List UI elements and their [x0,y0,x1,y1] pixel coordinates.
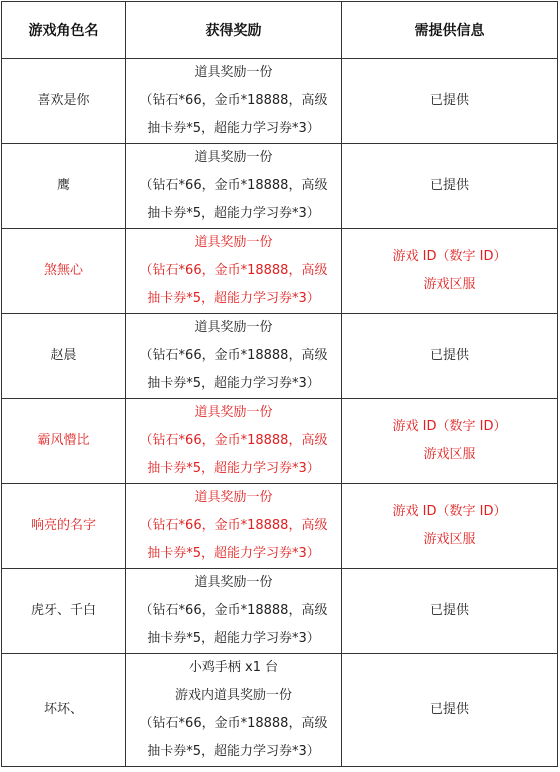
reward-line: 道具奖励一份 [194,575,273,590]
info-required-line: 游戏 ID（数字 ID） [392,249,507,264]
reward-line: （钻石*66，金币*18888，高级 [139,348,328,363]
info-status: 已提供 [429,603,469,618]
reward-cell [126,314,342,399]
reward-line: 道具奖励一份 [194,150,273,165]
reward-line: 道具奖励一份 [194,65,273,80]
reward-cell [126,144,342,229]
reward-line: 抽卡券*5，超能力学习券*3） [147,121,320,136]
reward-line: （钻石*66，金币*18888，高级 [139,93,328,108]
reward-line: （钻石*66，金币*18888，高级 [139,178,328,193]
table-row [2,144,558,229]
reward-line: 道具奖励一份 [194,490,273,505]
reward-line: 抽卡券*5，超能力学习券*3） [147,206,320,221]
table-row [2,399,558,484]
player-name-cell [2,314,126,399]
info-required-cell [342,654,558,767]
reward-line: 游戏内道具奖励一份 [174,688,292,703]
player-name-cell [2,399,126,484]
table-row [2,654,558,767]
reward-table [1,1,558,767]
header-player-name: 游戏角色名 [2,2,126,59]
reward-line: （钻石*66，金币*18888，高级 [139,518,328,533]
reward-line: 小鸡手柄 x1 台 [188,660,279,675]
reward-cell [126,229,342,314]
player-name-cell [2,144,126,229]
player-name-cell [2,59,126,144]
info-required-cell [342,144,558,229]
reward-line: 道具奖励一份 [194,405,273,420]
reward-line: 抽卡券*5，超能力学习券*3） [147,291,320,306]
info-required-cell [342,484,558,569]
player-name-cell [2,569,126,654]
table-row [2,59,558,144]
player-name: 鹰 [56,178,70,193]
reward-line: 道具奖励一份 [194,320,273,335]
info-status: 已提供 [429,178,469,193]
reward-cell [126,654,342,767]
header-reward: 获得奖励 [126,2,342,59]
reward-cell [126,399,342,484]
reward-cell [126,569,342,654]
info-status: 已提供 [429,93,469,108]
info-required-line: 游戏区服 [423,447,476,462]
reward-line: （钻石*66，金币*18888，高级 [139,433,328,448]
reward-line: 抽卡券*5，超能力学习券*3） [147,744,320,759]
table-body [2,59,558,767]
reward-line: 抽卡券*5，超能力学习券*3） [147,461,320,476]
player-name: 响亮的名字 [30,518,96,533]
info-required-line: 游戏区服 [423,532,476,547]
info-required-line: 游戏 ID（数字 ID） [392,419,507,434]
player-name: 虎牙、千白 [30,603,96,618]
player-name: 坏坏、 [43,702,83,717]
info-required-cell [342,229,558,314]
player-name-cell [2,654,126,767]
info-required-cell [342,59,558,144]
info-required-cell [342,569,558,654]
reward-line: （钻石*66，金币*18888，高级 [139,263,328,278]
reward-cell [126,59,342,144]
info-status: 已提供 [429,702,469,717]
header-info-required: 需提供信息 [342,2,558,59]
reward-line: 抽卡券*5，超能力学习券*3） [147,376,320,391]
reward-line: 抽卡券*5，超能力学习券*3） [147,631,320,646]
player-name-cell [2,484,126,569]
table-row [2,314,558,399]
info-required-cell [342,314,558,399]
table-row [2,484,558,569]
reward-line: 抽卡券*5，超能力学习券*3） [147,546,320,561]
table-row [2,229,558,314]
player-name: 喜欢是你 [37,93,90,108]
info-status: 已提供 [429,348,469,363]
player-name: 赵晨 [50,348,77,363]
info-required-cell [342,399,558,484]
player-name: 煞無心 [43,263,83,278]
info-required-line: 游戏区服 [423,277,476,292]
info-required-line: 游戏 ID（数字 ID） [392,504,507,519]
table-header [2,2,558,59]
reward-cell [126,484,342,569]
header-row [2,2,558,59]
player-name: 霸风懵比 [37,433,90,448]
reward-line: （钻石*66，金币*18888，高级 [139,716,328,731]
reward-line: 道具奖励一份 [194,235,273,250]
table-row [2,569,558,654]
player-name-cell [2,229,126,314]
reward-line: （钻石*66，金币*18888，高级 [139,603,328,618]
